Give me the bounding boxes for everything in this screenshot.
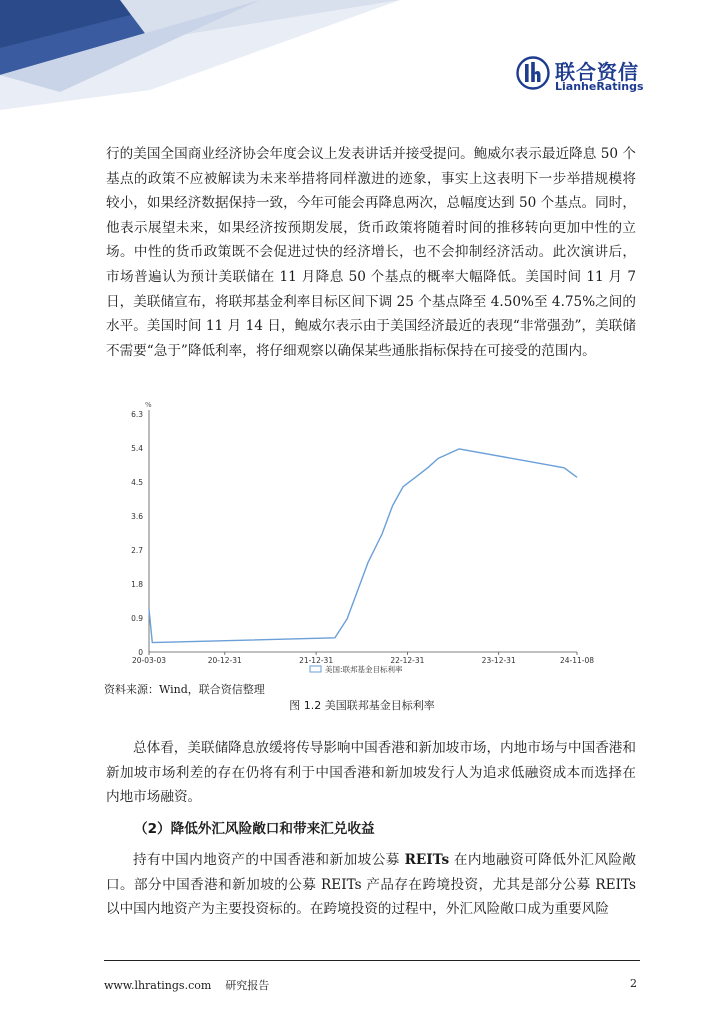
y-tick-label: 1.8 <box>131 580 143 589</box>
y-tick-label: 2.7 <box>131 546 143 555</box>
x-tick-label: 20-12-31 <box>207 656 242 665</box>
legend-label: 美国:联邦基金目标利率 <box>325 665 403 674</box>
footer-divider <box>104 960 640 961</box>
reits-term: REITs <box>404 852 450 868</box>
figure-caption: 图 1.2 美国联邦基金目标利率 <box>289 699 435 712</box>
lianhe-logo-icon <box>516 56 550 90</box>
footer-website: www.lhratings.com <box>104 979 212 992</box>
y-tick-label: 0 <box>138 648 143 657</box>
logo-name-en: LianheRatings <box>555 80 644 93</box>
x-tick-label: 24-11-08 <box>559 656 594 665</box>
footer-site <box>104 977 269 993</box>
paragraph-text: 在内地融资可降低外汇风险敞口。部分中国香港和新加坡的公募 REITs 产品存在跨境投资，尤其是部分公募 REITs 以中国内地资产为主要投资标的。在跨境投资的过程中，外汇风险敞口成为重要风险 <box>106 852 636 918</box>
logo-name-cn: 联合资信 <box>555 60 639 84</box>
body-paragraph: 行的美国全国商业经济协会年度会议上发表讲话并接受提问。鲍威尔表示最近降息 50 个基点的政策不应被解读为未来举措将同样激进的迹象，事实上这表明下一步举措规模将较小，如果经济数据保持一致，今年可能会再降息两次，总幅度达到 50 个基点。同时，他表示展望未来，如果经济按预期发展，货币政策将随着时间的推移转向更加中性的立场。中性的货币政策既不会促进过快的经济增长，也不会抑制经济活动。此次演讲后，市场普遍认为预计美联储在 11 月降息 50 个基点的概率大幅降低。美国时间 11 月 7 日，美联储宣布，将联邦基金利率目标区间下调 25 个基点降至 4.50%至 4.75%之间的水平。美国时间 11 月 14 日，鲍威尔表示由于美国经济最近的表现“非常强劲”，美联储不需要“急于”降低利率，将仔细观察以确保某些通胀指标保持在可接受的范围内。 <box>106 146 636 359</box>
x-tick-label: 20-03-03 <box>131 656 167 665</box>
x-tick-label: 21-12-31 <box>299 656 334 665</box>
x-tick-label: 23-12-31 <box>481 656 516 665</box>
footer-doc-type: 研究报告 <box>225 979 270 992</box>
series-line <box>149 449 577 643</box>
y-tick-label: 3.6 <box>131 512 143 521</box>
y-axis-unit: % <box>145 401 152 409</box>
paragraph-text: 持有中国内地资产的中国香港和新加坡公募 <box>133 852 405 868</box>
header-decoration <box>0 0 400 110</box>
section-subheading: （2）降低外汇风险敞口和带来汇兑收益 <box>134 821 375 837</box>
y-tick-label: 0.9 <box>131 614 143 623</box>
y-tick-label: 6.3 <box>131 410 143 419</box>
legend-swatch <box>310 666 321 672</box>
chart-source: 资料来源：Wind，联合资信整理 <box>104 683 265 696</box>
x-tick-label: 22-12-31 <box>390 656 425 665</box>
y-tick-label: 4.5 <box>131 478 143 487</box>
y-tick-label: 5.4 <box>131 444 143 453</box>
page-number: 2 <box>630 977 637 990</box>
body-paragraph <box>106 848 636 922</box>
fed-funds-rate-chart <box>104 398 594 693</box>
body-paragraph: 总体看，美联储降息放缓将传导影响中国香港和新加坡市场，内地市场与中国香港和新加坡市场利差的存在仍将有利于中国香港和新加坡发行人为追求低融资成本而选择在内地市场融资。 <box>106 740 636 806</box>
